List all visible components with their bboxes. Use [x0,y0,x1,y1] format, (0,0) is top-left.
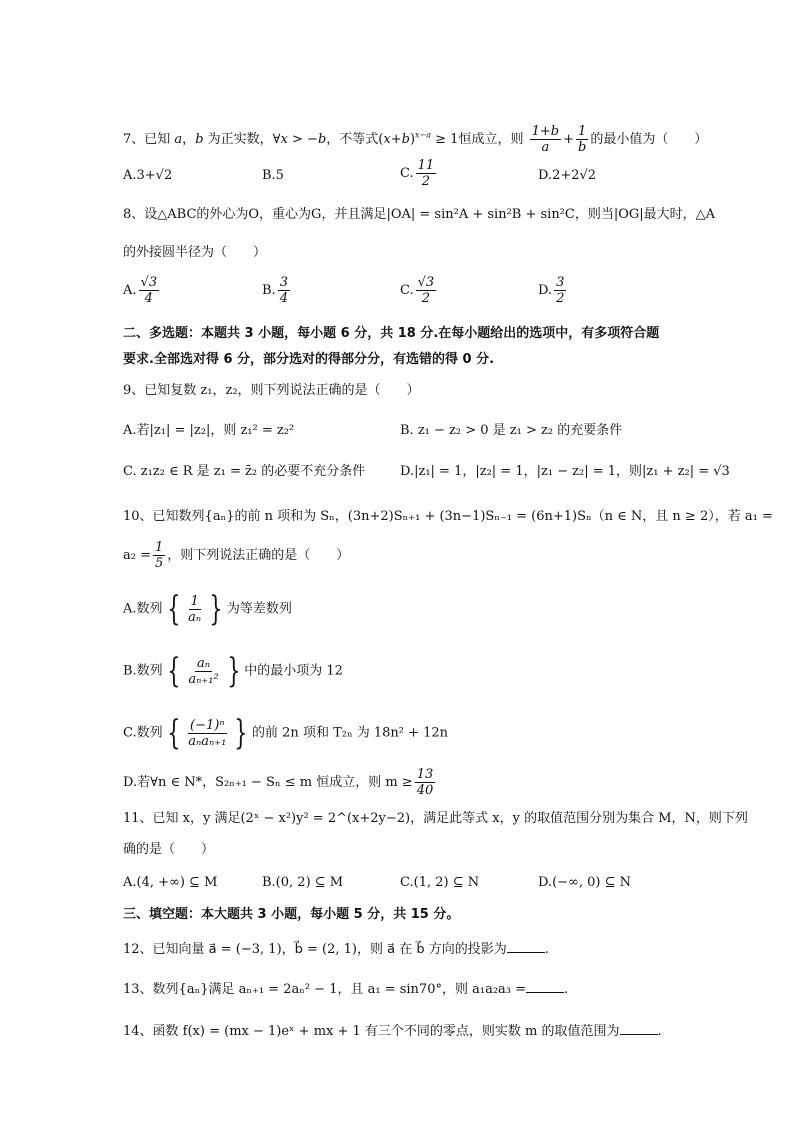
q8-stem-line2: 的外接圆半径为（ ） [123,245,267,260]
q14-end: . [657,1024,662,1039]
q7-mid: 为正实数， [207,132,273,147]
q13-text: 13、数列{aₙ}满足 aₙ₊₁ = 2aₙ² − 1，且 a₁ = sin70°，则 a₁a₂a₃ = [123,982,527,997]
q10-option-b-post: 中的最小项为 12 [244,663,343,679]
q9-stem: 9、已知复数 z₁，z₂，则下列说法正确的是（ ） [123,383,420,398]
q10-option-b-num: aₙ [196,655,210,671]
q8-option-b-frac [278,275,290,306]
q14-text: 14、函数 f(x) = (mx − 1)eˣ + mx + 1 有三个不同的零点，则实数 m 的取值范围为 [123,1024,620,1039]
q10-stem-tail: ，则下列说法正确的是（ ） [167,548,350,563]
q7-option-c-num: 11 [417,158,435,173]
q10-option-b-pre: B.数列 [123,663,163,679]
q12-text: 12、已知向量 a⃗ = (−3, 1)，b⃗ = (2, 1)，则 a⃗ 在 b⃗ 方向的投影为 [123,942,507,957]
q7-option-c-den: 2 [421,174,431,189]
q10-stem-line2 [123,540,349,571]
q10-a2-frac [153,540,165,571]
q10-option-b: B.数列 { $\frac{\text{aₙ}}{\text{aₙ₊₁²}}$ } 中的最小项为 12 [123,651,343,691]
q7-pre: 7、已知 [123,132,171,147]
q12-stem [123,940,549,960]
q8-option-d-frac [554,275,566,306]
q7-option-a: A.3+√2 [123,168,173,183]
q8-option-a-den: 4 [144,291,153,306]
q10-option-a-pre: A.数列 [123,601,163,617]
q8-option-a [123,275,161,306]
q10-option-b-den: aₙ₊₁² [188,671,219,687]
q7-option-d: D.2+2√2 [538,168,597,183]
q10-option-a-den: aₙ [188,609,202,625]
q8-option-c-den: 2 [421,291,431,306]
q11-stem-line1: 11、已知 x，y 满足(2ˣ − x²)y² = 2^(x+2y−2)，满足此等式 x，y 的取值范围分别为集合 M，N，则下列 [123,811,748,826]
q11-option-c: C.(1, 2) ⊆ N [400,875,480,890]
q14-answer-blank[interactable] [620,1022,658,1035]
q10-option-d-num: 13 [416,767,434,782]
q10-option-a-post: 为等差数列 [226,601,292,617]
q10-option-d [123,767,437,798]
q8-option-d-num: 3 [556,275,565,290]
q14-stem [123,1022,662,1042]
q9-option-d: D.|z₁| = 1，|z₂| = 1，|z₁ − z₂| = 1，则|z₁ + z₂| = √3 [400,464,730,479]
q8-option-c-label: C. [400,283,414,298]
q7-end: 的最小值为（ ） [590,132,708,147]
q10-a2-num: 1 [155,540,164,555]
q8-option-b-den: 4 [279,291,288,306]
section2-heading-line2: 要求.全部选对得 6 分，部分选对的得部分分，有选错的得 0 分. [123,352,495,367]
q12-answer-blank[interactable] [507,940,545,953]
q11-stem-line2: 确的是（ ） [123,842,215,857]
q9-option-c: C. z₁z₂ ∈ R 是 z₁ = z̄₂ 的必要不充分条件 [123,464,366,479]
q10-option-b-frac [186,656,220,687]
q10-option-a: A.数列 { $\frac{1}{\text{aₙ}}$ } 为等差数列 [123,589,292,629]
q9-option-a: A.若|z₁| = |z₂|，则 z₁² = z₂² [123,423,295,438]
q10-option-c: C.数列 { $\frac{\text{(−1)ⁿ}}{\text{aₙaₙ₊₁}}$ } 的前 2n 项和 T₂ₙ 为 18n² + 12n [123,713,449,753]
q10-option-c-post: 的前 2n 项和 T₂ₙ 为 18n² + 12n [252,725,449,741]
q8-option-d-label: D. [538,283,553,298]
q10-option-a-frac [186,594,203,625]
q13-stem [123,980,568,1000]
q7-option-c-label: C. [400,166,414,181]
q8-option-b-label: B. [262,283,276,298]
q7-frac1: $\frac{1+b}{a}$ [531,124,560,155]
q8-option-c-num: √3 [417,275,435,290]
q7-option-c-frac [416,158,437,189]
q10-a2-den: 5 [155,556,164,571]
q9-option-b: B. z₁ − z₂ > 0 是 z₁ > z₂ 的充要条件 [400,423,623,438]
q8-option-d-den: 2 [556,291,565,306]
q11-option-a: A.(4, +∞) ⊆ M [123,875,218,890]
q12-end: . [544,942,549,957]
q7-tail: 恒成立，则 [458,132,524,147]
q10-option-c-pre: C.数列 [123,725,163,741]
q10-option-c-frac [186,718,228,749]
q8-option-d [538,275,568,306]
q8-option-a-label: A. [123,283,137,298]
q8-option-b [262,275,292,306]
q10-a2-label: a₂ = [123,548,151,563]
q10-option-a-num: 1 [190,593,199,609]
q7-option-c [400,158,438,189]
q7-option-b: B.5 [262,168,284,183]
q10-option-c-num: (−1)ⁿ [190,717,225,733]
q10-option-c-den: aₙaₙ₊₁ [188,733,227,749]
q8-option-a-frac [139,275,160,306]
q8-option-b-num: 3 [279,275,288,290]
q8-option-c-frac [416,275,437,306]
q7-frac2: $\frac{1}{b}$ [578,124,587,155]
q11-option-b: B.(0, 2) ⊆ M [262,875,344,890]
q8-option-c [400,275,438,306]
q10-stem-line1: 10、已知数列{aₙ}的前 n 项和为 Sₙ，(3n+2)Sₙ₊₁ + (3n−1)Sₙ₋₁ = (6n+1)Sₙ（n ∈ N，且 n ≥ 2），若 a₁ = [123,509,773,524]
q11-option-d: D.(−∞, 0) ⊆ N [538,875,632,890]
q7-cond: 不等式 [339,132,379,147]
q10-option-d-pre: D.若∀n ∈ N*，S₂ₙ₊₁ − Sₙ ≤ m 恒成立，则 m ≥ [123,775,413,790]
section3-heading: 三、填空题：本大题共 3 小题，每小题 5 分，共 15 分。 [123,907,460,922]
q10-option-d-frac [415,767,436,798]
q7-stem: 7、已知 a，b 为正实数，∀x > −b，不等式$(x+b)^{x-a} \ge 1$恒成立，则 $\frac{1+b}{a}$ + $\frac{1}{b}$ 的最小值为（ ） [123,124,708,155]
q13-end: . [564,982,569,997]
section2-heading-line1: 二、多选题：本题共 3 小题，每小题 6 分，共 18 分.在每小题给出的选项中，有多项符合题 [123,326,660,341]
q8-stem-line1: 8、设△ABC的外心为O，重心为G，并且满足|OA| = sin²A + sin²B + sin²C，则当|OG|最大时，△A [123,207,716,222]
q8-option-a-num: √3 [140,275,158,290]
q13-answer-blank[interactable] [526,980,564,993]
q10-option-d-den: 40 [416,783,434,798]
